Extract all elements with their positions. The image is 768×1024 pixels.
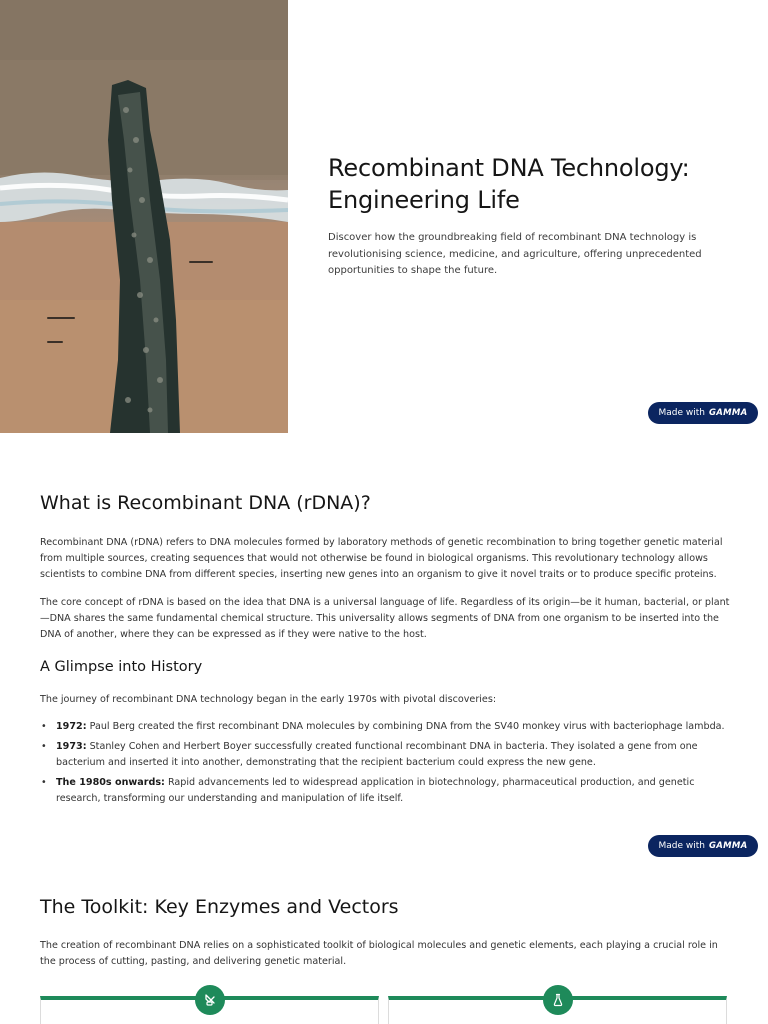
made-with-gamma-badge[interactable] <box>648 402 758 424</box>
history-item-text: Rapid advancements led to widespread application in biotechnology, pharmaceutical production, and genetic research, transforming our understanding and manipulation of life itself. <box>56 777 695 804</box>
history-item-label: The 1980s onwards: <box>56 777 165 788</box>
history-item-1980s <box>40 775 730 807</box>
badge-prefix: Made with <box>658 841 705 851</box>
section-title-toolkit: The Toolkit: Key Enzymes and Vectors <box>40 896 399 918</box>
toolkit-intro: The creation of recombinant DNA relies on a sophisticated toolkit of biological molecules and genetic elements, each playing a crucial role in the process of cutting, pasting, and delivering genetic material. <box>40 940 718 967</box>
made-with-gamma-badge[interactable] <box>648 835 758 857</box>
flask-icon <box>543 985 573 1015</box>
history-item-label: 1973: <box>56 741 87 752</box>
hero-section <box>0 0 768 433</box>
history-item-1973 <box>40 739 730 771</box>
badge-prefix: Made with <box>658 408 705 418</box>
toolkit-card-vectors <box>388 996 727 1024</box>
scissors-hand-icon <box>195 985 225 1015</box>
history-intro: The journey of recombinant DNA technology began in the early 1970s with pivotal discoveries: <box>40 694 497 705</box>
history-item-label: 1972: <box>56 721 87 732</box>
hero-image <box>0 0 288 433</box>
history-list <box>40 719 730 811</box>
aerial-beach-illustration <box>0 0 288 433</box>
toolkit-card-enzymes <box>40 996 379 1024</box>
gamma-logo-text: GAMMA <box>708 408 748 418</box>
history-item-text: Paul Berg created the first recombinant DNA molecules by combining DNA from the SV40 monkey virus with bacteriophage lambda. <box>86 721 725 732</box>
history-subtitle: A Glimpse into History <box>40 659 203 675</box>
history-item-1972 <box>40 719 730 735</box>
hero-description: Discover how the groundbreaking field of recombinant DNA technology is revolutionising science, medicine, and agriculture, offering unprecedented opportunities to shape the future. <box>328 232 702 276</box>
rdna-paragraph-2: The core concept of rDNA is based on the idea that DNA is a universal language of life. Regardless of its origin—be it human, bacterial, or plant—DNA shares the same fundamental chemical structure. This universality allows segments of DNA from one organism to be inserted into the DNA of another, where they can be expressed as if they were native to the host. <box>40 597 730 640</box>
rdna-paragraph-1: Recombinant DNA (rDNA) refers to DNA molecules formed by laboratory methods of genetic recombination to bring together genetic material from multiple sources, creating sequences that would not otherwise be found in biological organisms. This revolutionary technology allows scientists to combine DNA from different species, inserting new genes into an organism to give it novel traits or to produce specific proteins. <box>40 537 723 580</box>
page-title: Recombinant DNA Technology: Engineering Life <box>328 154 690 214</box>
section-title-rdna: What is Recombinant DNA (rDNA)? <box>40 492 371 514</box>
gamma-logo-text: GAMMA <box>708 841 748 851</box>
history-item-text: Stanley Cohen and Herbert Boyer successfully created functional recombinant DNA in bacteria. They isolated a gene from one bacterium and inserted it into another, demonstrating that the recipient bacterium could express the new gene. <box>56 741 698 768</box>
